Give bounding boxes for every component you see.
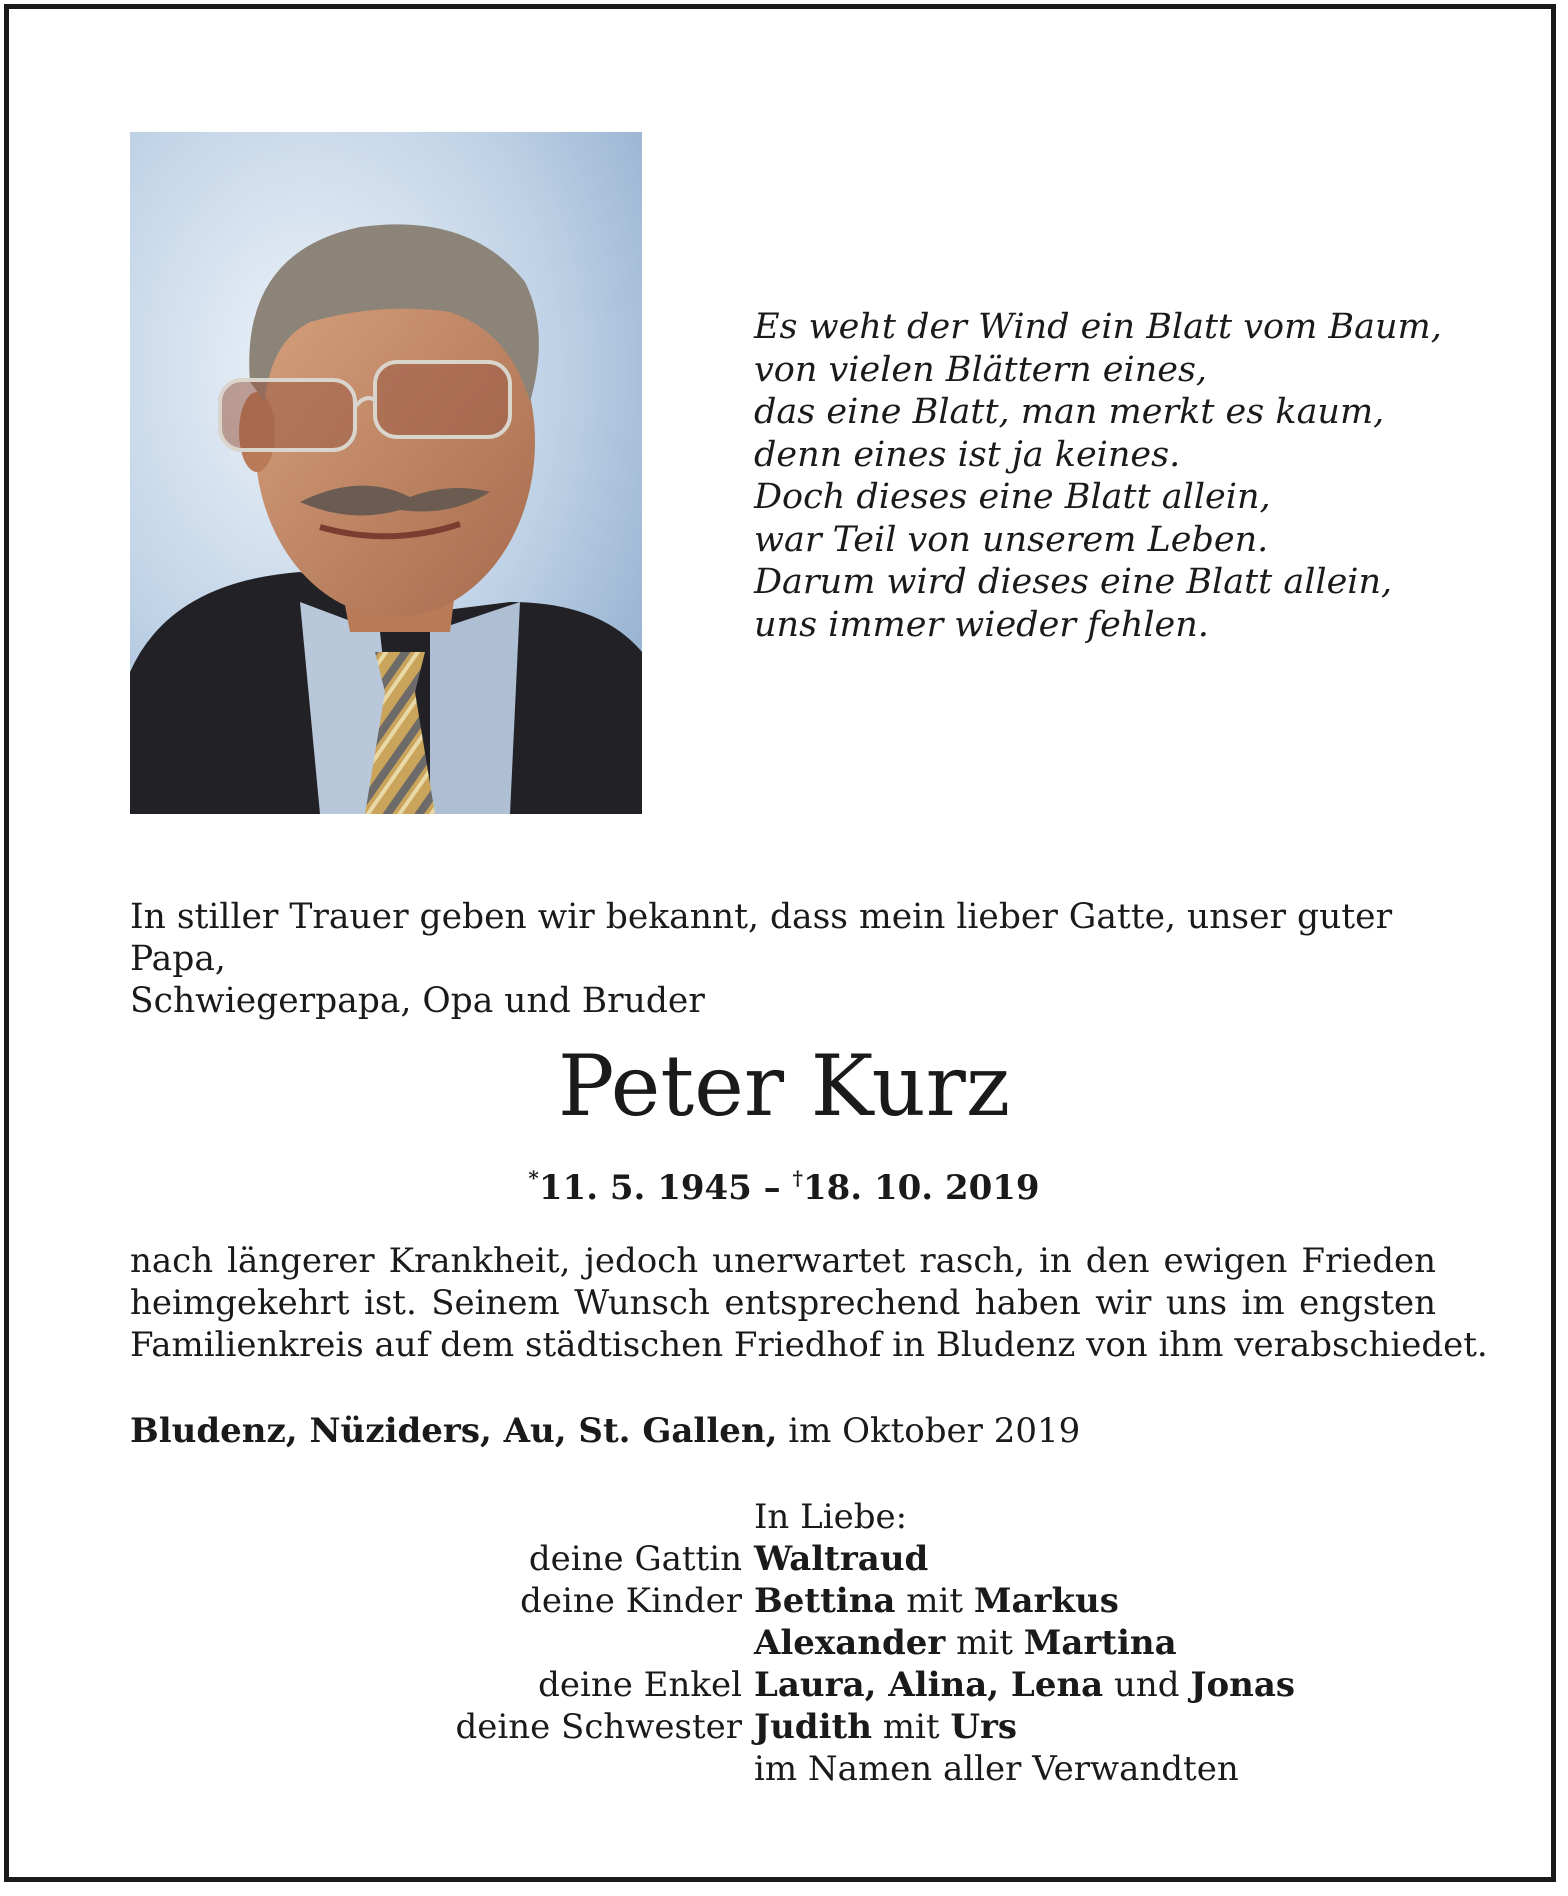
deceased-name: Peter Kurz	[557, 1037, 1011, 1135]
sister-spouse-name: Urs	[950, 1707, 1018, 1747]
intro-line: Schwiegerpapa, Opa und Bruder	[130, 981, 705, 1021]
wife-name: Waltraud	[754, 1539, 929, 1579]
poem-line: Doch dieses eine Blatt allein,	[754, 477, 1271, 517]
place-and-date	[130, 1410, 1080, 1452]
intro-text	[130, 896, 1440, 1022]
grandchild-name: Jonas	[1190, 1665, 1296, 1705]
poem-line: das eine Blatt, man merkt es kaum,	[754, 392, 1385, 432]
announcement-body	[130, 1240, 1488, 1366]
closing-line: im Namen aller Verwandten	[754, 1749, 1239, 1789]
sister-label: deine Schwester	[455, 1707, 742, 1747]
family-heading: In Liebe:	[754, 1497, 908, 1537]
body-line: Familienkreis auf dem städtischen Friedhof in Bludenz von ihm verabschiedet.	[130, 1325, 1488, 1365]
body-line: heimgekehrt ist. Seinem Wunsch entsprechend haben wir uns im engsten	[130, 1283, 1436, 1323]
life-dates	[0, 1156, 1568, 1210]
poem-line: von vielen Blättern eines,	[754, 349, 1208, 390]
join-word: mit	[895, 1581, 974, 1621]
locations: Bludenz, Nüziders, Au, St. Gallen,	[130, 1411, 778, 1451]
join-word: mit	[945, 1623, 1024, 1663]
sister-name: Judith	[754, 1707, 872, 1747]
poem-line: Darum wird dieses eine Blatt allein,	[754, 562, 1393, 602]
family-list	[0, 1496, 1568, 1790]
month-year: im Oktober 2019	[777, 1411, 1081, 1451]
intro-line: In stiller Trauer geben wir bekannt, dass mein lieber Gatte, unser guter Papa,	[130, 897, 1393, 979]
death-symbol: †	[792, 1166, 803, 1190]
poem-line: war Teil von unserem Leben.	[754, 519, 1269, 560]
body-line: nach längerer Krankheit, jedoch unerwartet rasch, in den ewigen Frieden	[130, 1241, 1436, 1281]
birth-date: 11. 5. 1945	[538, 1168, 752, 1208]
poem-line: Es weht der Wind ein Blatt vom Baum,	[754, 307, 1442, 347]
portrait-illustration	[130, 132, 642, 814]
date-separator: –	[751, 1168, 793, 1208]
children-label: deine Kinder	[520, 1581, 742, 1621]
join-word: mit	[871, 1707, 951, 1747]
join-word: und	[1103, 1665, 1191, 1705]
death-date: 18. 10. 2019	[802, 1168, 1040, 1208]
portrait-photo	[130, 132, 642, 814]
memorial-poem	[754, 306, 1442, 646]
grandchildren-names: Laura, Alina, Lena	[754, 1665, 1104, 1705]
spouse-name: Martina	[1023, 1623, 1177, 1663]
poem-line: denn eines ist ja keines.	[754, 434, 1181, 475]
spouse-name: Markus	[973, 1581, 1119, 1621]
poem-line: uns immer wieder fehlen.	[754, 604, 1209, 645]
birth-symbol: *	[528, 1166, 539, 1190]
child-name: Alexander	[754, 1623, 946, 1663]
child-name: Bettina	[754, 1581, 896, 1621]
wife-label: deine Gattin	[528, 1539, 742, 1579]
grandchildren-label: deine Enkel	[538, 1665, 742, 1705]
